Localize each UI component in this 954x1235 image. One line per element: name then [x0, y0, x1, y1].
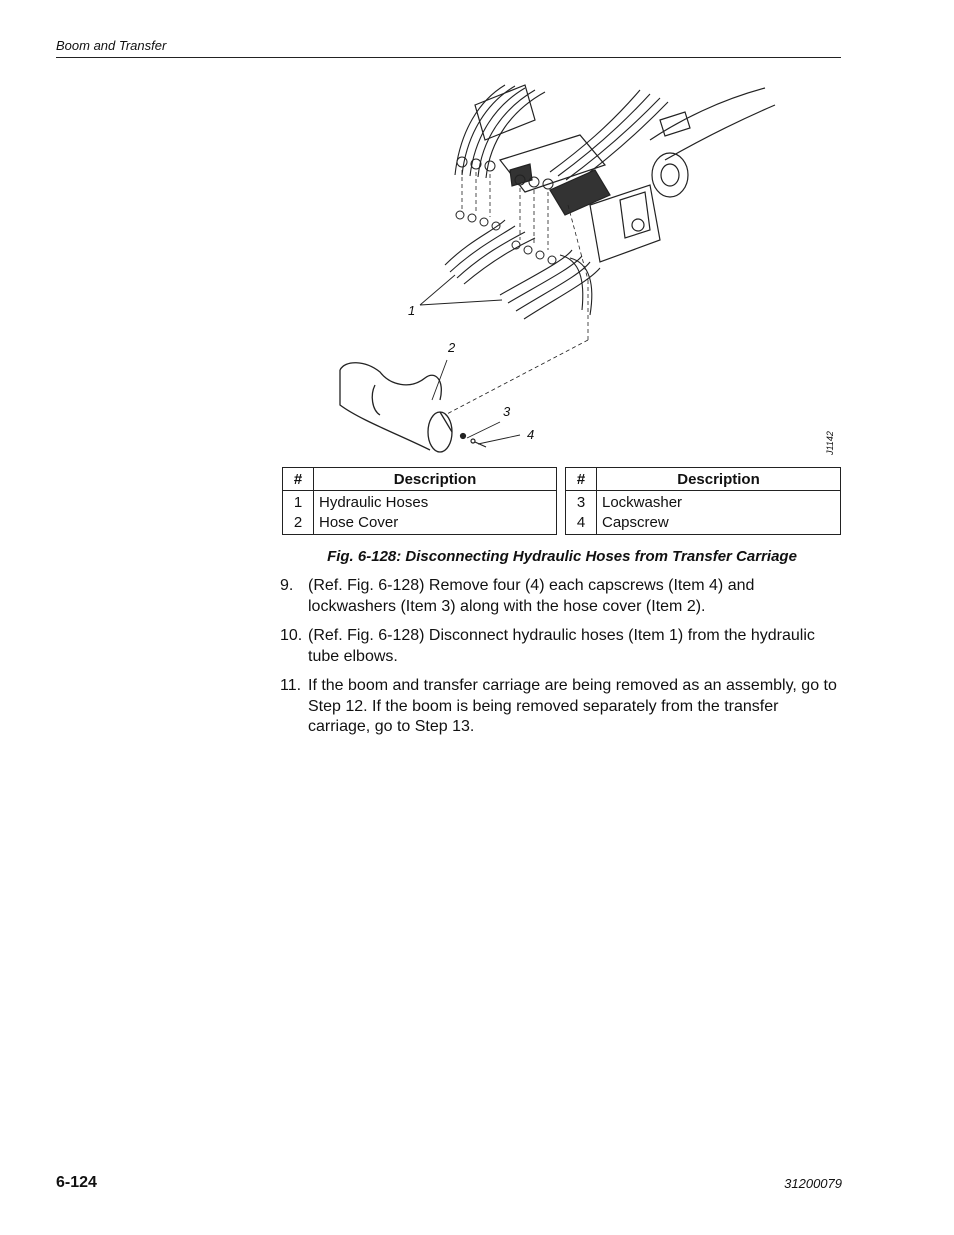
legend-header-num: #	[566, 468, 597, 491]
callout-4: 4	[527, 427, 535, 442]
legend-item-num: 1	[283, 491, 314, 513]
section-title: Boom and Transfer	[56, 38, 167, 53]
callout-1: 1	[408, 303, 416, 318]
legend-row	[283, 491, 557, 513]
legend-header-description: Description	[314, 468, 557, 491]
document-number: 31200079	[784, 1176, 842, 1191]
step-text: (Ref. Fig. 6-128) Disconnect hydraulic hoses (Item 1) from the hydraulic tube elbows.	[308, 627, 815, 665]
hose-disconnect-figure	[320, 80, 845, 465]
lockwasher-and-capscrew	[461, 434, 487, 448]
legend-item-num: 4	[566, 512, 597, 535]
legend-row	[283, 512, 557, 535]
legend-item-desc: Lockwasher	[602, 493, 683, 511]
step-text: If the boom and transfer carriage are being removed as an assembly, go to Step 12. If the boom is being removed separately from the transfer carriage, go to Step 13.	[308, 677, 837, 735]
legend-item-num: 2	[283, 512, 314, 535]
step-number: 10.	[280, 627, 303, 644]
procedure-step	[280, 626, 842, 667]
tube-elbow-fittings	[456, 157, 556, 264]
legend-item-desc: Hose Cover	[319, 513, 399, 531]
figure-id-label: J1142	[825, 431, 835, 455]
legend-row	[566, 512, 841, 535]
legend-item-num: 3	[566, 491, 597, 513]
legend-header-description: Description	[597, 468, 841, 491]
step-text: (Ref. Fig. 6-128) Remove four (4) each capscrews (Item 4) and lockwashers (Item 3) along with the hose cover (Item 2).	[308, 577, 755, 615]
legend-header-num: #	[283, 468, 314, 491]
legend-table-right	[565, 467, 841, 535]
step-number: 11.	[280, 677, 302, 694]
procedure-step	[280, 676, 842, 738]
procedure-step	[280, 576, 842, 617]
legend-item-desc: Hydraulic Hoses	[319, 493, 429, 511]
hose-cover	[340, 363, 452, 452]
legend-row	[566, 491, 841, 513]
procedure-steps	[280, 576, 842, 747]
legend-item-desc: Capscrew	[602, 513, 669, 531]
page-number: 6-124	[56, 1174, 97, 1191]
disconnected-hydraulic-hoses	[445, 220, 600, 319]
callout-2: 2	[448, 340, 456, 355]
legend-table-left	[282, 467, 557, 535]
header-divider	[56, 57, 841, 58]
step-number: 9.	[280, 577, 294, 594]
transfer-carriage-bracket	[475, 85, 610, 215]
callout-3: 3	[503, 404, 511, 419]
figure-caption: Fig. 6-128: Disconnecting Hydraulic Hoses from Transfer Carriage	[327, 548, 797, 565]
